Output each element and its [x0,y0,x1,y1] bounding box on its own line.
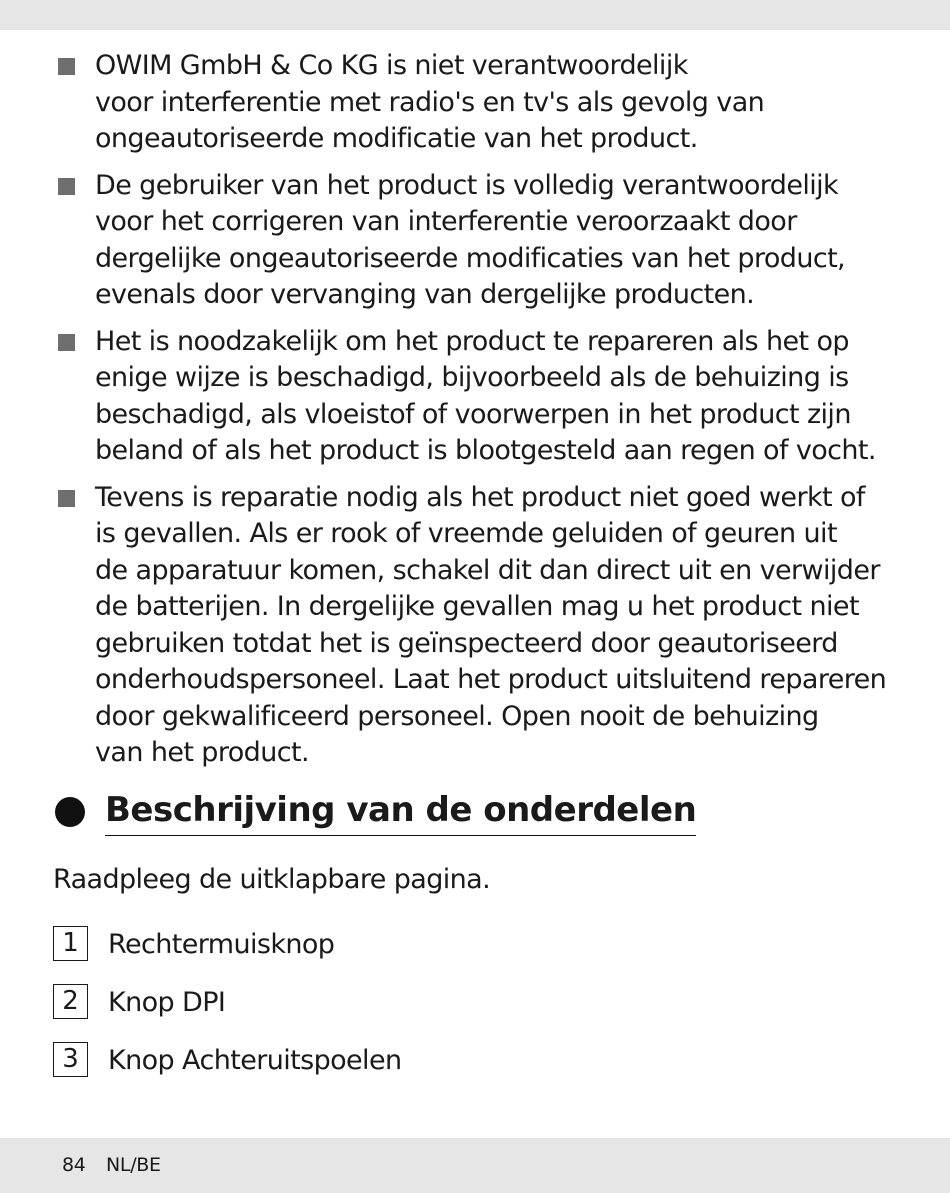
square-bullet-icon [58,490,75,507]
section-heading: Beschrijving van de onderdelen [105,788,696,836]
bullet-text: Tevens is reparatie nodig als het product niet goed werkt of is gevallen. Als er rook of vreemde geluiden of geuren uit de apparatuur komen, schakel dit dan direct uit en verwijder de batterijen. In dergelijke gevallen mag u het product niet gebruiken totdat het is geïnspecteerd door geautoriseerd onderhoudspersoneel. Laat het product uitsluitend repareren door gekwalificeerd personeel. Open nooit de behuizing van het product. [95,481,887,768]
safety-bullet-list [0,48,950,782]
section-intro: Raadpleeg de uitklapbare pagina. [53,864,491,895]
bullet-item [0,168,950,314]
bullet-item [0,48,950,158]
bullet-text: OWIM GmbH & Co KG is niet verantwoordelijk voor interferentie met radio's en tv's als gevolg van ongeautoriseerde modificatie van het product. [95,50,765,154]
part-number-box: 2 [53,984,88,1019]
page-number: 84 [62,1154,86,1176]
part-number-box: 1 [53,926,88,961]
bullet-item [0,480,950,772]
part-number-box: 3 [53,1042,88,1077]
filled-circle-icon [55,797,85,827]
bullet-text: Het is noodzakelijk om het product te repareren als het op enige wijze is beschadigd, bijvoorbeeld als de behuizing is beschadigd, als vloeistof of voorwerpen in het product zijn beland of als het product is blootgesteld aan regen of vocht. [95,325,876,466]
part-label: Knop DPI [108,987,226,1018]
bullet-item [0,324,950,470]
bullet-text: De gebruiker van het product is volledig verantwoordelijk voor het corrigeren van interferentie veroorzaakt door dergelijke ongeautoriseerde modificaties van het product, evenals door vervanging van dergelijke producten. [95,169,846,310]
part-label: Rechtermuisknop [108,929,335,960]
square-bullet-icon [58,178,75,195]
top-band [0,0,950,30]
country-code: NL/BE [106,1154,161,1176]
page-footer [0,1138,950,1193]
part-label: Knop Achteruitspoelen [108,1045,402,1076]
square-bullet-icon [58,334,75,351]
square-bullet-icon [58,58,75,75]
